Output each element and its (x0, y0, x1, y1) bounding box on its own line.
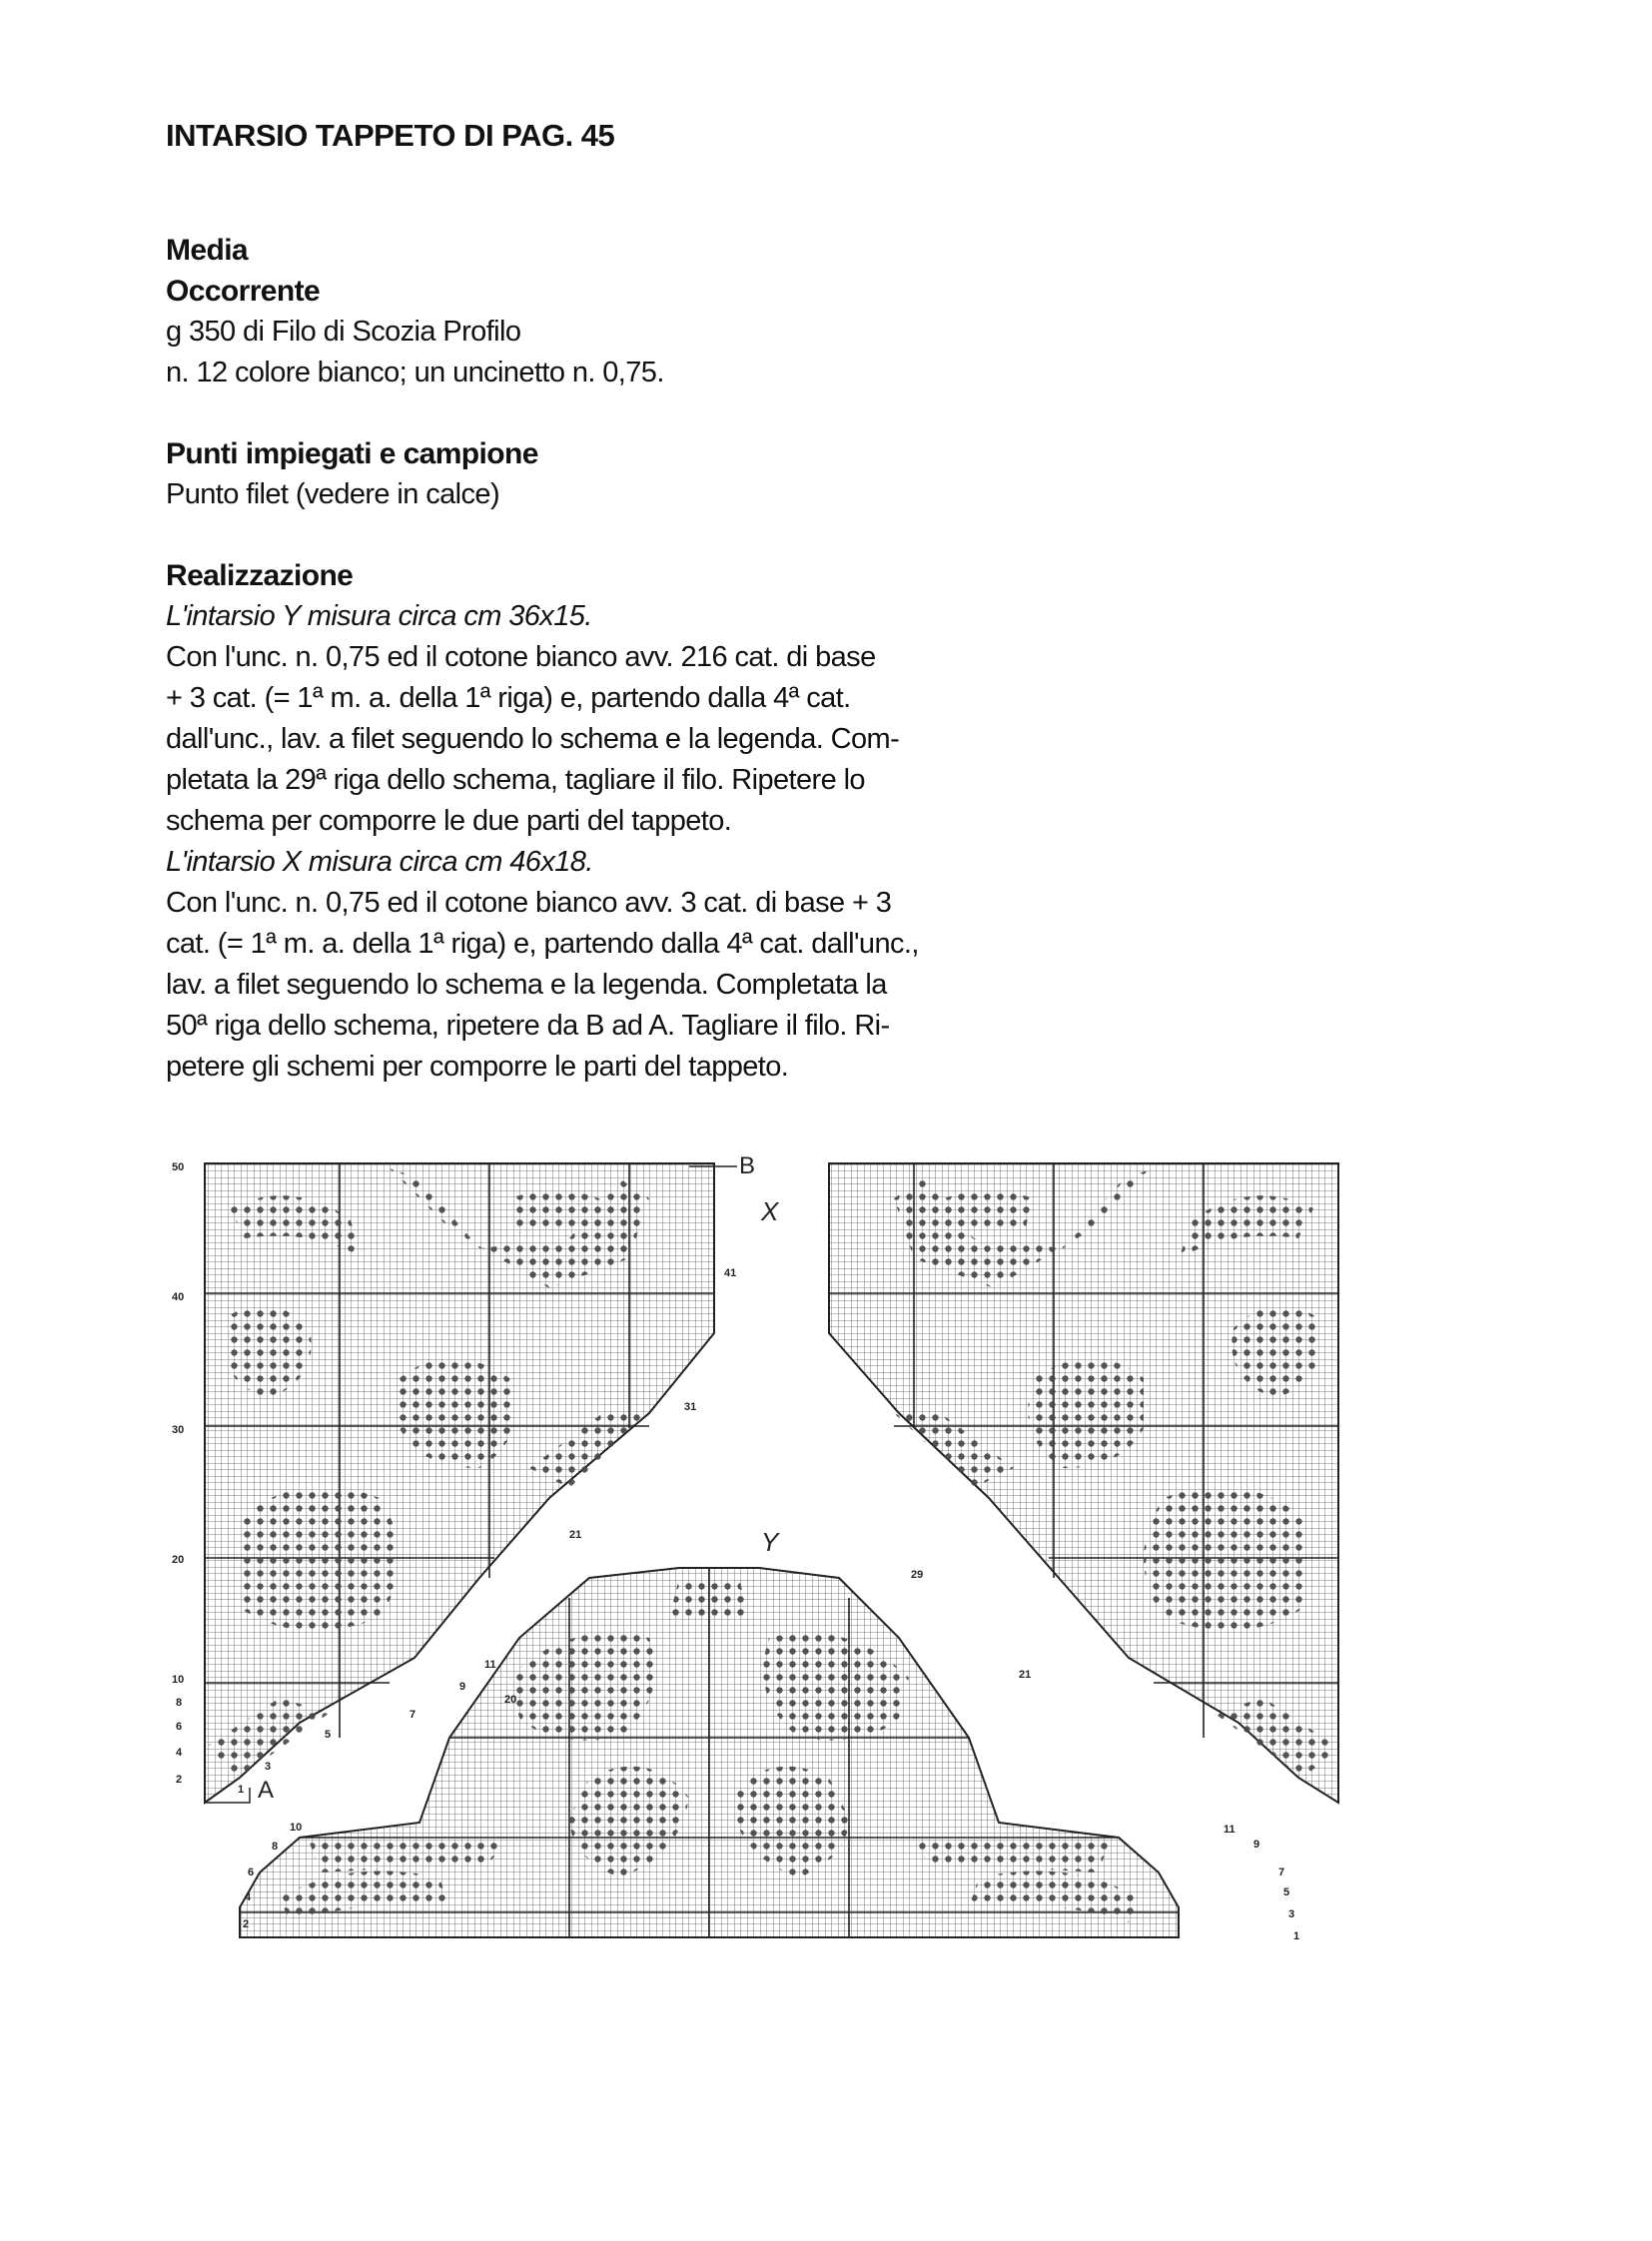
instruction-line: cat. (= 1ª m. a. della 1ª riga) e, partendo dalla 4ª cat. dall'unc., (166, 928, 919, 960)
instruction-line: Con l'unc. n. 0,75 ed il cotone bianco avv. 3 cat. di base + 3 (166, 887, 892, 919)
row-label: 2 (176, 1774, 183, 1786)
y-edge-label: 29 (911, 1569, 924, 1581)
row-label: 20 (172, 1554, 185, 1566)
y-edge-label: 21 (1019, 1669, 1032, 1681)
y-row-label: 6 (248, 1867, 255, 1878)
instruction-line: schema per comporre le due parti del tappeto. (166, 805, 732, 837)
instruction-line: Con l'unc. n. 0,75 ed il cotone bianco avv. 216 cat. di base (166, 641, 876, 673)
y-edge-label: 5 (1283, 1886, 1290, 1898)
edge-label: 3 (265, 1761, 272, 1773)
instruction-line: 50ª riga dello schema, ripetere da B ad A. Tagliare il filo. Ri- (166, 1010, 890, 1042)
y-row-label: 4 (245, 1891, 252, 1903)
materials-heading: Occorrente (166, 275, 321, 308)
edge-label: 7 (410, 1709, 416, 1721)
row-label: 8 (176, 1697, 183, 1709)
instruction-line: dall'unc., lav. a filet seguendo lo schema e la legenda. Com- (166, 723, 900, 755)
stitches-heading: Punti impiegati e campione (166, 437, 538, 470)
y-row-label: 8 (272, 1841, 279, 1853)
y-row-label: 2 (243, 1918, 250, 1930)
edge-label: 21 (569, 1529, 582, 1541)
chart-x-label: X (761, 1196, 779, 1226)
stitches-text: Punto filet (vedere in calce) (166, 478, 499, 510)
instruction-line: petere gli schemi per comporre le parti del tappeto. (166, 1051, 789, 1083)
instruction-line: + 3 cat. (= 1ª m. a. della 1ª riga) e, partendo dalla 4ª cat. (166, 682, 851, 714)
page-title: INTARSIO TAPPETO DI PAG. 45 (166, 118, 615, 153)
chart-y-label: Y (761, 1527, 779, 1557)
materials-line: g 350 di Filo di Scozia Profilo (166, 316, 521, 348)
edge-label: 41 (724, 1267, 737, 1279)
row-label: 4 (176, 1747, 183, 1759)
row-label: 40 (172, 1291, 185, 1303)
y-row-label: 20 (504, 1694, 517, 1706)
marker-a: A (258, 1777, 275, 1804)
marker-b: B (739, 1152, 756, 1179)
row-label: 30 (172, 1424, 185, 1436)
edge-label: 9 (459, 1681, 466, 1693)
edge-label: 31 (684, 1401, 697, 1413)
y-edge-label: 3 (1288, 1908, 1295, 1920)
edge-label: 5 (325, 1729, 332, 1741)
row-label: 50 (172, 1161, 185, 1173)
difficulty-heading: Media (166, 234, 249, 267)
y-edge-label: 11 (1224, 1824, 1236, 1836)
y-row-label: 10 (290, 1822, 303, 1834)
instructions (166, 230, 1065, 1088)
edge-label: 11 (484, 1659, 496, 1671)
instruction-line: pletata la 29ª riga dello schema, tagliare il filo. Ripetere lo (166, 764, 865, 796)
edge-label: 1 (238, 1784, 245, 1796)
filet-charts (150, 1138, 1378, 1967)
y-edge-label: 7 (1278, 1867, 1285, 1878)
row-label: 10 (172, 1674, 185, 1686)
instruction-line: L'intarsio Y misura circa cm 36x15. (166, 600, 592, 632)
instruction-line: L'intarsio X misura circa cm 46x18. (166, 846, 593, 878)
instruction-line: lav. a filet seguendo lo schema e la legenda. Completata la (166, 969, 887, 1001)
materials-line: n. 12 colore bianco; un uncinetto n. 0,75. (166, 357, 664, 388)
making-heading: Realizzazione (166, 559, 354, 592)
y-edge-label: 1 (1293, 1930, 1300, 1942)
row-label: 6 (176, 1721, 183, 1733)
y-edge-label: 9 (1253, 1839, 1260, 1851)
